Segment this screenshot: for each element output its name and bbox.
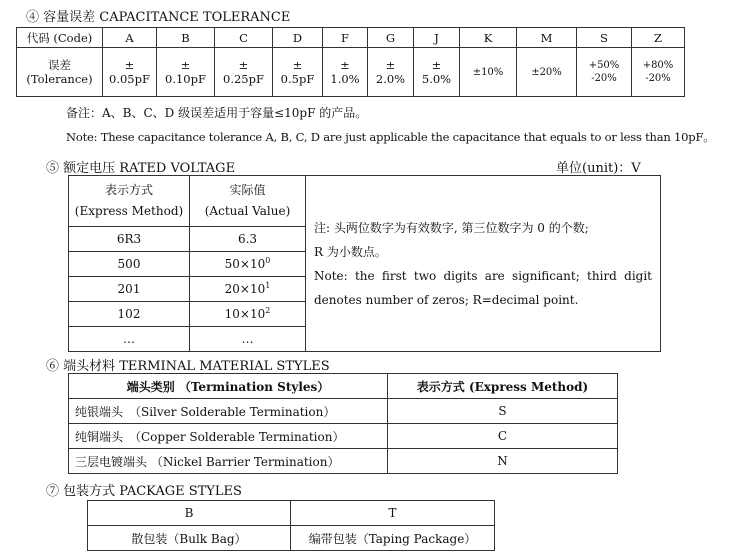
tolerance-sign: ± — [431, 58, 442, 72]
code-cell: Z — [632, 28, 685, 48]
tolerance-amount: 0.05pF — [109, 72, 150, 86]
tolerance-sign: ± — [340, 58, 350, 72]
package-code: T — [291, 501, 495, 526]
tolerance-amount: 2.0% — [375, 72, 406, 86]
code-cell: K — [460, 28, 517, 48]
code-cell: A — [103, 28, 157, 48]
voltage-code: 201 — [69, 277, 190, 302]
tolerance-sign: ±10% — [472, 66, 504, 78]
voltage-value-exponent: 2 — [265, 306, 271, 315]
tolerance-sign: ± — [385, 58, 396, 72]
code-label: 代码 (Code) — [17, 28, 103, 48]
tolerance-value — [323, 48, 368, 97]
voltage-value-base: … — [241, 332, 254, 346]
tolerance-value — [460, 48, 517, 97]
tolerance-code-row — [17, 28, 685, 48]
termination-code: N — [388, 449, 618, 474]
voltage-note-line: denotes number of zeros; R=decimal point. — [314, 292, 579, 307]
tolerance-label-en: (Tolerance) — [26, 72, 93, 86]
termination-style: 纯银端头 （Silver Solderable Termination） — [69, 399, 388, 424]
code-cell: S — [577, 28, 632, 48]
voltage-code: 500 — [69, 252, 190, 277]
tolerance-title: ④ 容量误差 CAPACITANCE TOLERANCE — [26, 10, 291, 25]
voltage-note-line: 注: 头两位数字为有效数字, 第三位数字为 0 的个数; — [314, 220, 589, 235]
voltage-value-exponent: 1 — [265, 281, 271, 290]
tolerance-sign: ±20% — [531, 66, 562, 78]
voltage-value-base: 20×10 — [224, 282, 266, 296]
actual-value-cn: 实际值 — [229, 183, 266, 197]
tolerance-value — [103, 48, 157, 97]
tolerance-amount: 0.10pF — [165, 72, 206, 86]
tolerance-sign: +50% — [588, 60, 620, 71]
tolerance-sign: +80% — [642, 60, 674, 71]
tolerance-sign: ± — [124, 58, 135, 72]
code-cell: B — [157, 28, 215, 48]
termination-code: S — [388, 399, 618, 424]
tolerance-value-row — [17, 48, 685, 97]
termination-styles-header: 端头类别 （Termination Styles） — [69, 374, 388, 399]
voltage-title: ⑤ 额定电压 RATED VOLTAGE — [46, 161, 236, 176]
termination-style: 三层电镀端头 （Nickel Barrier Termination） — [69, 449, 388, 474]
voltage-code: … — [69, 327, 190, 352]
tolerance-value — [577, 48, 632, 97]
code-cell: J — [414, 28, 460, 48]
voltage-value-base: 6.3 — [237, 232, 258, 246]
terminal-row — [69, 449, 618, 474]
tolerance-sign: ± — [238, 58, 249, 72]
voltage-header-row — [69, 176, 661, 227]
express-method-header: 表示方式 (Express Method) — [388, 374, 618, 399]
tolerance-amount: -20% — [645, 73, 671, 84]
express-method-en: (Express Method) — [74, 204, 184, 218]
package-table — [87, 500, 495, 551]
code-cell: F — [323, 28, 368, 48]
terminal-row — [69, 399, 618, 424]
tolerance-sign: ± — [180, 58, 191, 72]
package-name: 编带包装（Taping Package） — [291, 526, 495, 551]
express-method-header — [69, 176, 190, 227]
code-cell: G — [368, 28, 414, 48]
tolerance-value — [414, 48, 460, 97]
voltage-value-exponent: 0 — [265, 256, 271, 265]
terminal-table — [68, 373, 618, 474]
tolerance-amount: 0.5pF — [280, 72, 315, 86]
package-name-row — [88, 526, 495, 551]
voltage-table — [68, 175, 661, 352]
code-cell: M — [517, 28, 577, 48]
voltage-note-line: R 为小数点。 — [314, 244, 387, 259]
voltage-unit: 单位(unit)：V — [556, 161, 641, 176]
tolerance-table — [16, 27, 685, 97]
tolerance-label — [17, 48, 103, 97]
terminal-title: ⑥ 端头材料 TERMINAL MATERIAL STYLES — [46, 359, 330, 374]
voltage-value — [190, 277, 306, 302]
voltage-code: 102 — [69, 302, 190, 327]
tolerance-label-cn: 误差 — [48, 58, 71, 72]
code-cell: C — [215, 28, 273, 48]
tolerance-sign: ± — [292, 58, 303, 72]
tolerance-value — [273, 48, 323, 97]
termination-code: C — [388, 424, 618, 449]
actual-value-header — [190, 176, 306, 227]
voltage-value — [190, 227, 306, 252]
tolerance-value — [215, 48, 273, 97]
terminal-header-row — [69, 374, 618, 399]
package-code-row — [88, 501, 495, 526]
terminal-row — [69, 424, 618, 449]
voltage-value — [190, 327, 306, 352]
voltage-value-base: 50×10 — [224, 257, 266, 271]
package-title: ⑦ 包装方式 PACKAGE STYLES — [46, 484, 242, 499]
tolerance-amount: -20% — [591, 73, 617, 84]
termination-style: 纯铜端头 （Copper Solderable Termination） — [69, 424, 388, 449]
tolerance-amount: 0.25pF — [223, 72, 264, 86]
voltage-value — [190, 252, 306, 277]
voltage-code: 6R3 — [69, 227, 190, 252]
voltage-value — [190, 302, 306, 327]
actual-value-en: (Actual Value) — [204, 204, 291, 218]
package-name: 散包装（Bulk Bag） — [88, 526, 291, 551]
tolerance-value — [517, 48, 577, 97]
package-code: B — [88, 501, 291, 526]
tolerance-amount: 5.0% — [421, 72, 452, 86]
tolerance-note-cn: 备注：A、B、C、D 级误差适用于容量≤10pF 的产品。 — [66, 106, 368, 120]
express-method-cn: 表示方式 — [104, 183, 153, 197]
code-cell: D — [273, 28, 323, 48]
voltage-note-line: Note: the first two digits are significant; third digit — [314, 268, 652, 283]
tolerance-amount: 1.0% — [330, 72, 360, 86]
voltage-value-base: 10×10 — [224, 307, 266, 321]
tolerance-note-en: Note: These capacitance tolerance A, B, C, D are just applicable the capacitance that equals to or less than 10pF。 — [66, 130, 715, 144]
voltage-note — [306, 176, 661, 352]
tolerance-value — [632, 48, 685, 97]
tolerance-value — [368, 48, 414, 97]
tolerance-value — [157, 48, 215, 97]
